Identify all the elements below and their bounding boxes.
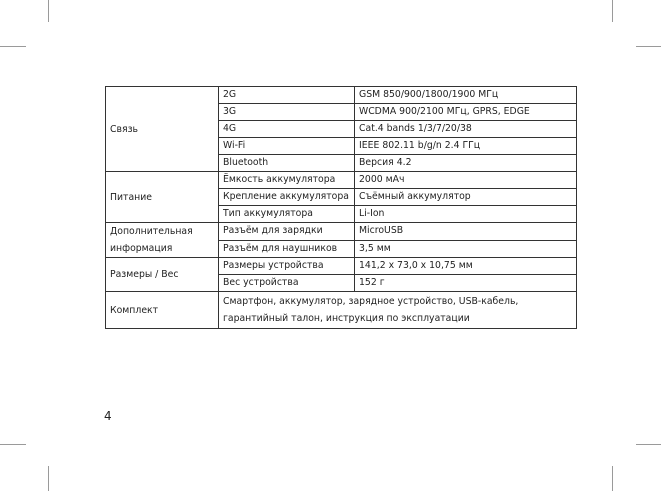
category-size-weight: Размеры / Вес — [106, 258, 219, 292]
table-row — [106, 258, 577, 275]
specifications-table — [105, 86, 577, 329]
crop-mark-bottom-left-v — [48, 466, 49, 491]
table-row — [106, 292, 577, 329]
value-battery-mount: Съёмный аккумулятор — [355, 189, 577, 206]
kit-contents: Смартфон, аккумулятор, зарядное устройство, USB-кабель, гарантийный талон, инструкция по эксплуатации — [219, 292, 577, 329]
crop-mark-top-left-h — [0, 46, 26, 47]
table-row — [106, 172, 577, 189]
crop-mark-top-right-h — [636, 46, 661, 47]
param-3g: 3G — [219, 104, 355, 121]
value-battery-capacity: 2000 мАч — [355, 172, 577, 189]
param-weight: Вес устройства — [219, 275, 355, 292]
crop-mark-bottom-right-v — [612, 466, 613, 491]
crop-mark-bottom-left-h — [0, 444, 26, 445]
category-extra-info: Дополнительная информация — [106, 223, 219, 258]
param-4g: 4G — [219, 121, 355, 138]
value-headphone-jack: 3,5 мм — [355, 240, 577, 258]
page-number: 4 — [104, 409, 112, 423]
param-battery-capacity: Ёмкость аккумулятора — [219, 172, 355, 189]
param-battery-type: Тип аккумулятора — [219, 206, 355, 223]
crop-mark-bottom-right-h — [636, 444, 661, 445]
param-headphone-jack: Разъём для наушников — [219, 240, 355, 258]
value-weight: 152 г — [355, 275, 577, 292]
value-charging-port: MicroUSB — [355, 223, 577, 241]
param-wifi: Wi-Fi — [219, 138, 355, 155]
table-row — [106, 223, 577, 241]
value-battery-type: Li-Ion — [355, 206, 577, 223]
category-connectivity: Связь — [106, 87, 219, 172]
category-power: Питание — [106, 172, 219, 223]
param-charging-port: Разъём для зарядки — [219, 223, 355, 241]
value-4g: Cat.4 bands 1/3/7/20/38 — [355, 121, 577, 138]
param-bluetooth: Bluetooth — [219, 155, 355, 172]
value-bluetooth: Версия 4.2 — [355, 155, 577, 172]
value-wifi: IEEE 802.11 b/g/n 2.4 ГГц — [355, 138, 577, 155]
param-dimensions: Размеры устройства — [219, 258, 355, 275]
value-dimensions: 141,2 x 73,0 x 10,75 мм — [355, 258, 577, 275]
category-kit: Комплект — [106, 292, 219, 329]
value-2g: GSM 850/900/1800/1900 МГц — [355, 87, 577, 104]
crop-mark-top-left-v — [48, 0, 49, 22]
value-3g: WCDMA 900/2100 МГц, GPRS, EDGE — [355, 104, 577, 121]
table-row — [106, 87, 577, 104]
crop-mark-top-right-v — [612, 0, 613, 22]
param-battery-mount: Крепление аккумулятора — [219, 189, 355, 206]
param-2g: 2G — [219, 87, 355, 104]
